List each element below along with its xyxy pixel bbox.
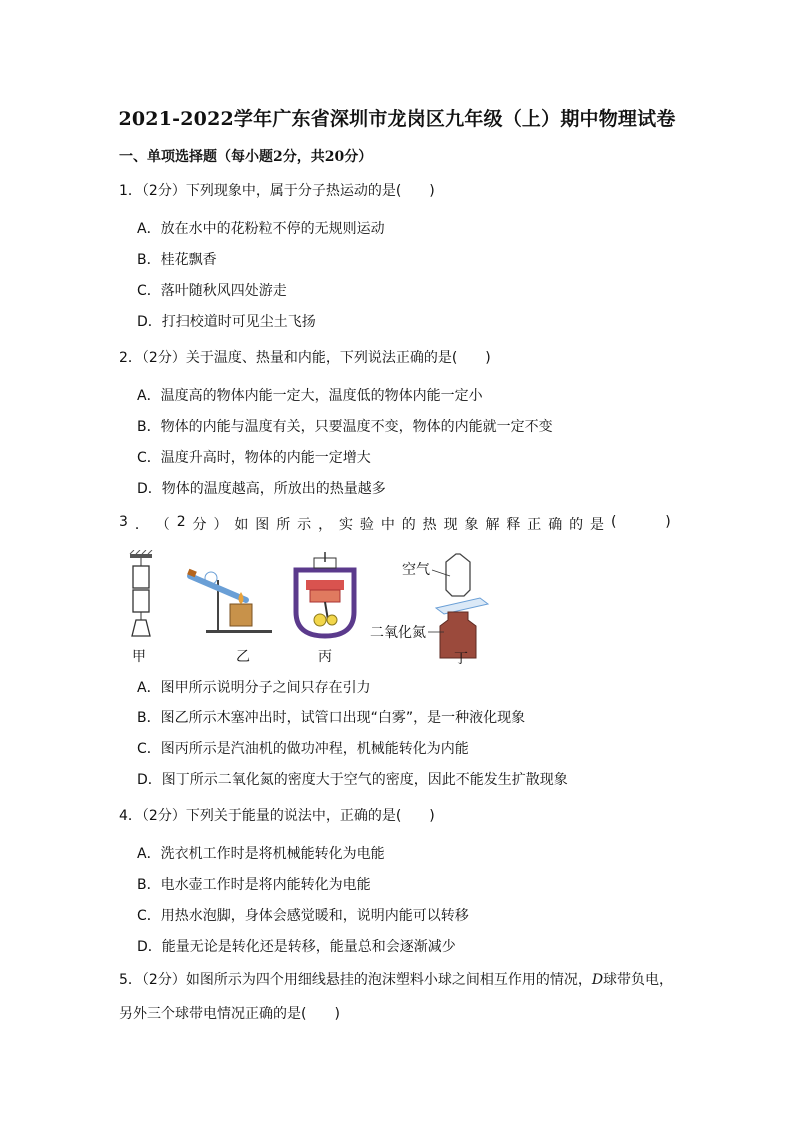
q3-char: 3: [119, 514, 128, 530]
figure-jia-lead-cylinders: [130, 550, 152, 636]
question-2-stem: 2．（2分）关于温度、热量和内能，下列说法正确的是( ): [119, 350, 491, 366]
q3-char: 释: [506, 517, 521, 533]
question-1-option-c: C．落叶随秋风四处游走: [137, 283, 287, 299]
question-4-option-c: C．用热水泡脚，身体会感觉暖和，说明内能可以转移: [137, 908, 469, 924]
q5-variable: D: [591, 972, 604, 988]
q3-char: 解: [485, 517, 500, 533]
q3-char: ．: [134, 517, 149, 533]
q3-char: ): [665, 514, 671, 530]
question-4-option-b: B．电水壶工作时是将内能转化为电能: [137, 877, 371, 893]
question-2-option-c: C．温度升高时，物体的内能一定增大: [137, 450, 371, 466]
q3-char: 象: [464, 517, 479, 533]
question-4-stem: 4．（2分）下列关于能量的说法中，正确的是( ): [119, 808, 435, 824]
q3-char: 分: [192, 517, 207, 533]
q3-char: 示: [297, 517, 312, 533]
q3-char: 图: [255, 517, 270, 533]
q3-char: ，: [318, 517, 333, 533]
q3-char: 的: [569, 517, 584, 533]
q3-char: ）: [213, 517, 228, 533]
question-4-option-d: D．能量无论是转化还是转移，能量总和会逐渐减少: [137, 939, 456, 955]
question-2-option-d: D．物体的温度越高，所放出的热量越多: [137, 481, 386, 497]
question-1-option-b: B．桂花飘香: [137, 252, 217, 268]
q3-char: 的: [401, 517, 416, 533]
q3-char: [623, 514, 637, 534]
question-3-option-a: A．图甲所示说明分子之间只存在引力: [137, 680, 371, 696]
q3-char: 所: [276, 517, 291, 533]
figure-label-no2: 二氧化氮: [370, 625, 426, 641]
section-heading: 一、单项选择题（每小题2分，共20分）: [119, 149, 373, 165]
question-3-option-c: C．图丙所示是汽油机的做功冲程，机械能转化为内能: [137, 741, 469, 757]
figure-label-yi: 乙: [236, 649, 250, 665]
figure-label-air: 空气: [402, 562, 430, 578]
question-1-option-a: A．放在水中的花粉粒不停的无规则运动: [137, 221, 385, 237]
figure-yi-test-tube: [187, 569, 272, 633]
question-1-option-d: D．打扫校道时可见尘土飞扬: [137, 314, 316, 330]
q3-char: 确: [548, 517, 563, 533]
figure-label-ding: 丁: [454, 651, 468, 667]
q3-char: 实: [338, 517, 353, 533]
figure-label-jia: 甲: [132, 649, 146, 665]
q3-char: 热: [422, 517, 437, 533]
q3-char: 正: [527, 517, 542, 533]
question-3-option-d: D．图丁所示二氧化氮的密度大于空气的密度，因此不能发生扩散现象: [137, 772, 568, 788]
q3-char: (: [610, 514, 617, 530]
q3-char: 2: [176, 514, 186, 530]
question-3-figure: [118, 550, 498, 668]
question-1-stem: 1．（2分）下列现象中，属于分子热运动的是( ): [119, 183, 435, 199]
q3-char: 如: [234, 517, 249, 533]
q3-char: [644, 514, 658, 534]
experiment-figure: [118, 550, 498, 668]
page-title: 2021-2022学年广东省深圳市龙岗区九年级（上）期中物理试卷: [118, 108, 676, 130]
question-2-option-a: A．温度高的物体内能一定大，温度低的物体内能一定小: [137, 388, 483, 404]
figure-bing-engine: [296, 552, 354, 636]
q3-char: （: [155, 517, 170, 533]
question-2-option-b: B．物体的内能与温度有关，只要温度不变，物体的内能就一定不变: [137, 419, 553, 435]
question-4-option-a: A．洗衣机工作时是将机械能转化为电能: [137, 846, 385, 862]
q3-char: 中: [380, 517, 395, 533]
question-5-stem-line-1: [119, 969, 673, 989]
q3-char: 是: [590, 517, 605, 533]
q3-char: 现: [443, 517, 458, 533]
question-3-option-b: B．图乙所示木塞冲出时，试管口出现“白雾”，是一种液化现象: [137, 710, 526, 726]
q5-stem-text-end: 球带负电，: [603, 972, 674, 988]
figure-label-bing: 丙: [318, 649, 332, 665]
figure-ding-gas-bottles: [436, 554, 488, 658]
q5-stem-text: 5．（2分）如图所示为四个用细线悬挂的泡沫塑料小球之间相互作用的情况，: [119, 972, 592, 988]
q3-char: 验: [359, 517, 374, 533]
question-3-stem: [119, 514, 671, 534]
question-5-stem-line-2: 另外三个球带电情况正确的是( ): [119, 1006, 340, 1022]
